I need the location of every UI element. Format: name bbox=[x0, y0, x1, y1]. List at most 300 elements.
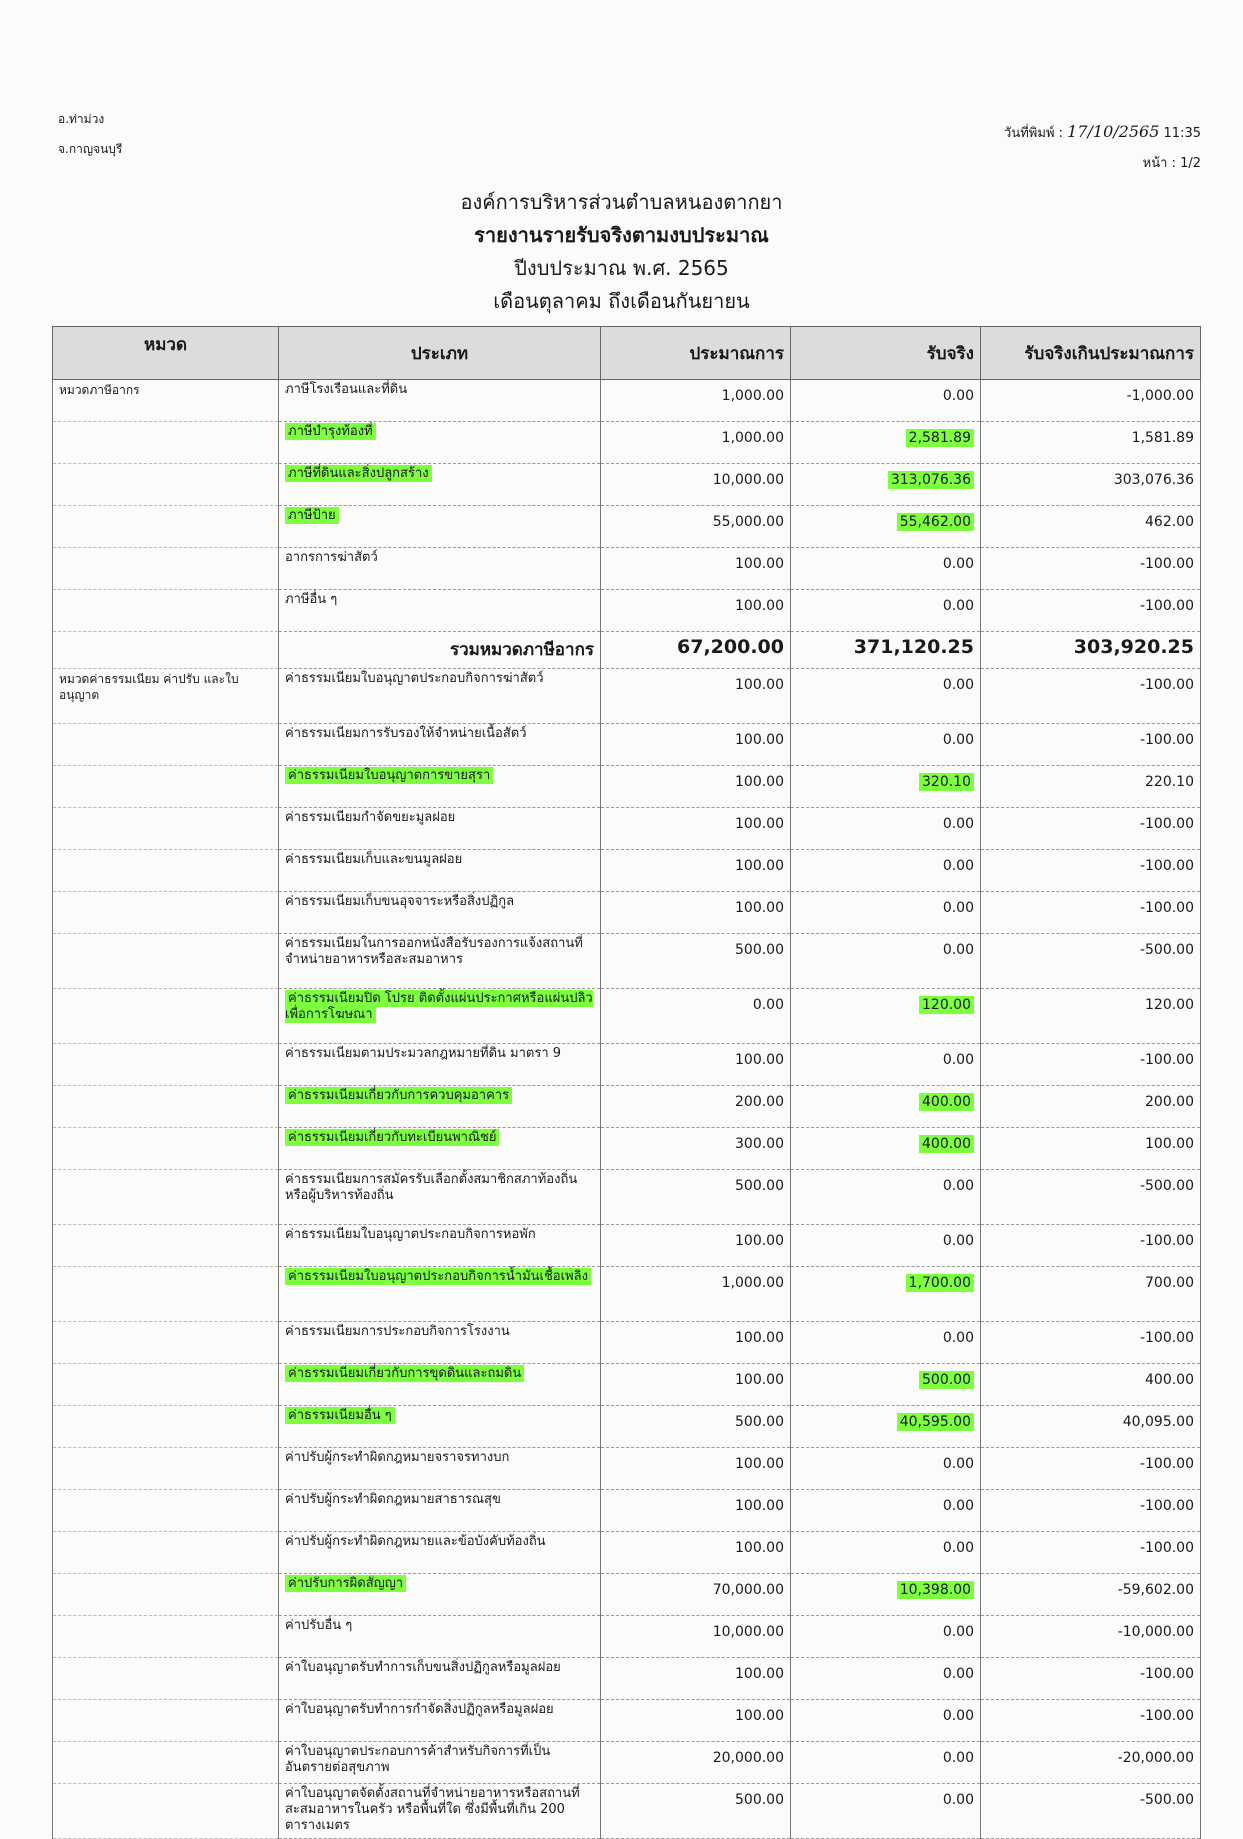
over-cell-text: 462.00 bbox=[1145, 514, 1194, 530]
category-cell bbox=[53, 380, 279, 422]
over-cell-text: 303,920.25 bbox=[1073, 636, 1194, 658]
actual-cell-text: 0.00 bbox=[942, 732, 974, 748]
actual-cell bbox=[791, 548, 981, 590]
budget-cell-text: 100.00 bbox=[735, 732, 784, 748]
type-cell bbox=[279, 1742, 601, 1784]
over-cell-text: -100.00 bbox=[1139, 900, 1194, 916]
category-cell bbox=[53, 632, 279, 669]
actual-cell bbox=[791, 1267, 981, 1322]
col-header-actual: รับจริง bbox=[791, 327, 981, 380]
type-cell-text: ค่าปรับอื่น ๆ bbox=[285, 1618, 353, 1633]
col-header-over: รับจริงเกินประมาณการ bbox=[981, 327, 1201, 380]
actual-cell bbox=[791, 1225, 981, 1267]
table-row bbox=[53, 1364, 1201, 1406]
actual-cell-text: 371,120.25 bbox=[853, 636, 974, 658]
table-row bbox=[53, 1044, 1201, 1086]
budget-cell-text: 300.00 bbox=[735, 1136, 784, 1152]
type-cell bbox=[279, 1267, 601, 1322]
over-cell bbox=[981, 934, 1201, 989]
actual-cell bbox=[791, 590, 981, 632]
actual-cell-text: 0.00 bbox=[942, 1178, 974, 1194]
over-cell bbox=[981, 1170, 1201, 1225]
over-cell-text: 200.00 bbox=[1145, 1094, 1194, 1110]
over-cell bbox=[981, 1044, 1201, 1086]
type-cell bbox=[279, 1784, 601, 1839]
actual-cell bbox=[791, 1322, 981, 1364]
actual-cell-text: 0.00 bbox=[942, 858, 974, 874]
table-row bbox=[53, 1700, 1201, 1742]
over-cell bbox=[981, 1364, 1201, 1406]
type-cell bbox=[279, 1700, 601, 1742]
budget-cell-text: 100.00 bbox=[735, 1666, 784, 1682]
over-cell bbox=[981, 1086, 1201, 1128]
over-cell bbox=[981, 1574, 1201, 1616]
budget-cell-text: 100.00 bbox=[735, 1233, 784, 1249]
over-cell-text: -100.00 bbox=[1139, 1498, 1194, 1514]
over-cell bbox=[981, 850, 1201, 892]
actual-cell-text: 40,595.00 bbox=[897, 1413, 974, 1431]
actual-cell-text: 0.00 bbox=[942, 1052, 974, 1068]
actual-cell-text: 0.00 bbox=[942, 900, 974, 916]
type-cell bbox=[279, 724, 601, 766]
type-cell bbox=[279, 766, 601, 808]
category-cell bbox=[53, 1322, 279, 1364]
col-header-category: หมวด bbox=[53, 327, 279, 380]
budget-cell bbox=[601, 548, 791, 590]
type-cell-text: ค่าธรรมเนียมเก็บขนอุจจาระหรือสิ่งปฏิกูล bbox=[285, 894, 515, 909]
total-label-text: รวมหมวดภาษีอากร bbox=[449, 640, 594, 660]
total-row bbox=[53, 632, 1201, 669]
category-cell bbox=[53, 850, 279, 892]
actual-cell bbox=[791, 1044, 981, 1086]
budget-cell-text: 10,000.00 bbox=[712, 1624, 784, 1640]
type-cell-text: ค่าธรรมเนียมเกี่ยวกับการขุดดินและถมดิน bbox=[285, 1365, 524, 1382]
table-row bbox=[53, 1784, 1201, 1839]
type-cell bbox=[279, 1658, 601, 1700]
table-row bbox=[53, 1616, 1201, 1658]
budget-cell-text: 1,000.00 bbox=[721, 388, 784, 404]
over-cell-text: 700.00 bbox=[1145, 1275, 1194, 1291]
type-cell bbox=[279, 808, 601, 850]
budget-cell-text: 100.00 bbox=[735, 900, 784, 916]
category-cell bbox=[53, 1574, 279, 1616]
budget-cell bbox=[601, 669, 791, 724]
type-cell bbox=[279, 380, 601, 422]
actual-cell-text: 0.00 bbox=[942, 598, 974, 614]
period: เดือนตุลาคม ถึงเดือนกันยายน bbox=[493, 289, 750, 313]
actual-cell-text: 0.00 bbox=[942, 556, 974, 572]
table-row bbox=[53, 422, 1201, 464]
type-cell bbox=[279, 1532, 601, 1574]
report-title: รายงานรายรับจริงตามงบประมาณ bbox=[474, 223, 769, 247]
over-cell-text: -100.00 bbox=[1139, 858, 1194, 874]
over-cell-text: -100.00 bbox=[1139, 732, 1194, 748]
budget-cell-text: 20,000.00 bbox=[712, 1750, 784, 1766]
table-row bbox=[53, 548, 1201, 590]
budget-cell-text: 67,200.00 bbox=[677, 636, 784, 658]
type-cell bbox=[279, 989, 601, 1044]
over-cell bbox=[981, 1532, 1201, 1574]
type-cell bbox=[279, 669, 601, 724]
category-cell bbox=[53, 1658, 279, 1700]
fiscal-year: ปีงบประมาณ พ.ศ. 2565 bbox=[514, 256, 729, 280]
over-cell-text: -100.00 bbox=[1139, 598, 1194, 614]
type-cell-text: ค่าธรรมเนียมการสมัครรับเลือกตั้งสมาชิกสภาท้องถิ่นหรือผู้บริหารท้องถิ่น bbox=[285, 1172, 578, 1203]
type-cell-text: ค่าปรับผู้กระทำผิดกฎหมายและข้อบังคับท้องถิ่น bbox=[285, 1534, 546, 1549]
type-cell bbox=[279, 1364, 601, 1406]
actual-cell-text: 0.00 bbox=[942, 1233, 974, 1249]
budget-cell-text: 70,000.00 bbox=[712, 1582, 784, 1598]
table-row bbox=[53, 934, 1201, 989]
type-cell-text: ค่าธรรมเนียมใบอนุญาตประกอบกิจการฆ่าสัตว์ bbox=[285, 671, 544, 686]
budget-cell-text: 100.00 bbox=[735, 556, 784, 572]
actual-cell-text: 0.00 bbox=[942, 677, 974, 693]
budget-cell-text: 500.00 bbox=[735, 942, 784, 958]
budget-cell bbox=[601, 1406, 791, 1448]
table-row bbox=[53, 1742, 1201, 1784]
over-cell-text: -100.00 bbox=[1139, 1052, 1194, 1068]
budget-cell bbox=[601, 989, 791, 1044]
type-cell-text: ค่าธรรมเนียมเก็บและขนมูลฝอย bbox=[285, 852, 463, 867]
print-info bbox=[1004, 122, 1201, 143]
budget-cell-text: 100.00 bbox=[735, 1330, 784, 1346]
over-cell bbox=[981, 506, 1201, 548]
over-cell bbox=[981, 1406, 1201, 1448]
budget-cell bbox=[601, 1742, 791, 1784]
type-cell-text: ค่าธรรมเนียมในการออกหนังสือรับรองการแจ้งสถานที่จำหน่ายอาหารหรือสะสมอาหาร bbox=[285, 936, 583, 967]
type-cell bbox=[279, 1170, 601, 1225]
type-cell-text: ค่าธรรมเนียมอื่น ๆ bbox=[285, 1407, 395, 1424]
type-cell bbox=[279, 892, 601, 934]
type-cell bbox=[279, 590, 601, 632]
over-cell-text: 40,095.00 bbox=[1122, 1414, 1194, 1430]
actual-cell-text: 2,581.89 bbox=[906, 429, 974, 447]
category-cell bbox=[53, 1616, 279, 1658]
budget-cell bbox=[601, 1364, 791, 1406]
category-cell bbox=[53, 766, 279, 808]
actual-cell-text: 0.00 bbox=[942, 1750, 974, 1766]
category-cell bbox=[53, 1784, 279, 1839]
actual-cell-text: 0.00 bbox=[942, 942, 974, 958]
actual-cell-text: 1,700.00 bbox=[906, 1274, 974, 1292]
actual-cell bbox=[791, 808, 981, 850]
actual-cell-text: 10,398.00 bbox=[897, 1581, 974, 1599]
over-cell bbox=[981, 1322, 1201, 1364]
budget-cell bbox=[601, 422, 791, 464]
budget-cell-text: 500.00 bbox=[735, 1178, 784, 1194]
over-cell-text: -500.00 bbox=[1139, 1792, 1194, 1808]
actual-cell bbox=[791, 422, 981, 464]
table-body bbox=[53, 380, 1201, 1839]
budget-cell-text: 0.00 bbox=[752, 997, 784, 1013]
over-cell bbox=[981, 1616, 1201, 1658]
actual-cell bbox=[791, 766, 981, 808]
type-cell bbox=[279, 1406, 601, 1448]
page-number: หน้า : 1/2 bbox=[1142, 156, 1201, 171]
budget-cell bbox=[601, 766, 791, 808]
budget-cell bbox=[601, 1322, 791, 1364]
over-cell-text: -500.00 bbox=[1139, 942, 1194, 958]
type-cell-text: ค่าใบอนุญาตรับทำการเก็บขนสิ่งปฏิกูลหรือมูลฝอย bbox=[285, 1660, 561, 1675]
category-cell bbox=[53, 1044, 279, 1086]
category-cell bbox=[53, 669, 279, 724]
type-cell-text: ค่าธรรมเนียมใบอนุญาตประกอบกิจการหอพัก bbox=[285, 1227, 536, 1242]
over-cell bbox=[981, 1128, 1201, 1170]
budget-cell bbox=[601, 464, 791, 506]
budget-cell-text: 200.00 bbox=[735, 1094, 784, 1110]
type-cell-text: ค่าใบอนุญาตประกอบการค้าสำหรับกิจการที่เป็นอันตรายต่อสุขภาพ bbox=[285, 1744, 551, 1775]
type-cell-text: ค่าธรรมเนียมการรับรองให้จำหน่ายเนื้อสัตว์ bbox=[285, 726, 527, 741]
budget-cell bbox=[601, 1086, 791, 1128]
over-cell-text: -100.00 bbox=[1139, 816, 1194, 832]
category-cell bbox=[53, 1490, 279, 1532]
table-row bbox=[53, 380, 1201, 422]
table-row bbox=[53, 1170, 1201, 1225]
table-header-row bbox=[53, 327, 1201, 380]
over-cell-text: -100.00 bbox=[1139, 1233, 1194, 1249]
type-cell-text: ค่าใบอนุญาตจัดตั้งสถานที่จำหน่ายอาหารหรือสถานที่สะสมอาหารในครัว หรือพื้นที่ใด ซึ่งมีพื้นที่เกิน 200 ตารางเมตร bbox=[285, 1786, 580, 1833]
category-cell bbox=[53, 464, 279, 506]
over-cell bbox=[981, 1267, 1201, 1322]
budget-cell bbox=[601, 1170, 791, 1225]
category-cell bbox=[53, 1448, 279, 1490]
over-cell-text: 220.10 bbox=[1145, 774, 1194, 790]
actual-cell-text: 400.00 bbox=[919, 1093, 974, 1111]
actual-cell-text: 0.00 bbox=[942, 1666, 974, 1682]
col-header-budget: ประมาณการ bbox=[601, 327, 791, 380]
budget-cell-text: 1,000.00 bbox=[721, 430, 784, 446]
over-cell bbox=[981, 724, 1201, 766]
print-time: 11:35 bbox=[1163, 126, 1201, 141]
actual-cell bbox=[791, 892, 981, 934]
budget-cell bbox=[601, 1658, 791, 1700]
over-cell bbox=[981, 989, 1201, 1044]
over-cell-text: -100.00 bbox=[1139, 1330, 1194, 1346]
budget-cell-text: 100.00 bbox=[735, 598, 784, 614]
actual-cell bbox=[791, 1086, 981, 1128]
budget-cell bbox=[601, 1532, 791, 1574]
print-date-label: วันที่พิมพ์ : bbox=[1004, 126, 1064, 141]
actual-cell bbox=[791, 934, 981, 989]
type-cell bbox=[279, 850, 601, 892]
type-cell-text: ค่าธรรมเนียมตามประมวลกฎหมายที่ดิน มาตรา 9 bbox=[285, 1046, 562, 1061]
type-cell-text: อากรการฆ่าสัตว์ bbox=[285, 550, 378, 565]
type-cell-text: ค่าปรับการผิดสัญญา bbox=[285, 1575, 406, 1592]
over-cell bbox=[981, 1658, 1201, 1700]
category-cell-text: หมวดค่าธรรมเนียม ค่าปรับ และใบอนุญาต bbox=[59, 672, 239, 702]
table-row bbox=[53, 989, 1201, 1044]
over-cell-text: 400.00 bbox=[1145, 1372, 1194, 1388]
over-cell bbox=[981, 548, 1201, 590]
table-row bbox=[53, 464, 1201, 506]
budget-cell bbox=[601, 506, 791, 548]
budget-cell-text: 100.00 bbox=[735, 1372, 784, 1388]
actual-cell-text: 500.00 bbox=[919, 1371, 974, 1389]
type-cell-text: ภาษีอื่น ๆ bbox=[285, 592, 338, 607]
type-cell-text: ภาษีที่ดินและสิ่งปลูกสร้าง bbox=[285, 465, 432, 482]
over-cell-text: 120.00 bbox=[1145, 997, 1194, 1013]
budget-cell-text: 1,000.00 bbox=[721, 1275, 784, 1291]
revenue-table bbox=[52, 326, 1201, 1839]
type-cell bbox=[279, 934, 601, 989]
actual-cell-text: 0.00 bbox=[942, 816, 974, 832]
table-row bbox=[53, 1322, 1201, 1364]
category-cell-text: หมวดภาษีอากร bbox=[59, 383, 140, 397]
actual-cell-text: 0.00 bbox=[942, 1624, 974, 1640]
table-row bbox=[53, 1225, 1201, 1267]
over-cell bbox=[981, 1490, 1201, 1532]
table-row bbox=[53, 669, 1201, 724]
actual-cell bbox=[791, 1742, 981, 1784]
total-label bbox=[279, 632, 601, 669]
actual-cell bbox=[791, 464, 981, 506]
category-cell bbox=[53, 548, 279, 590]
category-cell bbox=[53, 1128, 279, 1170]
over-cell bbox=[981, 766, 1201, 808]
actual-cell bbox=[791, 1700, 981, 1742]
budget-cell bbox=[601, 1490, 791, 1532]
actual-cell-text: 313,076.36 bbox=[888, 471, 974, 489]
budget-cell bbox=[601, 590, 791, 632]
over-cell-text: -10,000.00 bbox=[1117, 1624, 1194, 1640]
budget-cell bbox=[601, 808, 791, 850]
category-cell bbox=[53, 808, 279, 850]
type-cell bbox=[279, 464, 601, 506]
actual-cell-text: 320.10 bbox=[919, 773, 974, 791]
budget-cell bbox=[601, 934, 791, 989]
over-cell bbox=[981, 1225, 1201, 1267]
budget-cell-text: 100.00 bbox=[735, 1456, 784, 1472]
budget-cell-text: 100.00 bbox=[735, 677, 784, 693]
type-cell bbox=[279, 1574, 601, 1616]
over-cell bbox=[981, 422, 1201, 464]
table-row bbox=[53, 1490, 1201, 1532]
actual-cell bbox=[791, 1658, 981, 1700]
table-row bbox=[53, 892, 1201, 934]
over-cell bbox=[981, 892, 1201, 934]
category-cell bbox=[53, 1742, 279, 1784]
type-cell bbox=[279, 506, 601, 548]
actual-cell bbox=[791, 1406, 981, 1448]
actual-cell-text: 0.00 bbox=[942, 1792, 974, 1808]
over-cell-text: -100.00 bbox=[1139, 1708, 1194, 1724]
category-cell bbox=[53, 1086, 279, 1128]
report-titles bbox=[0, 186, 1243, 318]
over-cell bbox=[981, 669, 1201, 724]
budget-cell-text: 100.00 bbox=[735, 858, 784, 874]
budget-cell-text: 100.00 bbox=[735, 1540, 784, 1556]
actual-cell bbox=[791, 1532, 981, 1574]
table-row bbox=[53, 766, 1201, 808]
type-cell-text: ค่าธรรมเนียมใบอนุญาตประกอบกิจการน้ำมันเชื้อเพลิง bbox=[285, 1268, 591, 1285]
table-row bbox=[53, 590, 1201, 632]
table-row bbox=[53, 1267, 1201, 1322]
over-cell bbox=[981, 1784, 1201, 1839]
type-cell bbox=[279, 1322, 601, 1364]
category-cell bbox=[53, 1700, 279, 1742]
over-cell bbox=[981, 632, 1201, 669]
category-cell bbox=[53, 724, 279, 766]
budget-cell bbox=[601, 380, 791, 422]
table-row bbox=[53, 1532, 1201, 1574]
actual-cell bbox=[791, 989, 981, 1044]
category-cell bbox=[53, 1225, 279, 1267]
type-cell bbox=[279, 1225, 601, 1267]
type-cell bbox=[279, 1490, 601, 1532]
actual-cell-text: 120.00 bbox=[919, 996, 974, 1014]
table-row bbox=[53, 724, 1201, 766]
table-row bbox=[53, 1086, 1201, 1128]
type-cell-text: ค่าธรรมเนียมเกี่ยวกับทะเบียนพาณิชย์ bbox=[285, 1129, 499, 1146]
over-cell bbox=[981, 380, 1201, 422]
category-cell bbox=[53, 590, 279, 632]
type-cell-text: ค่าธรรมเนียมการประกอบกิจการโรงงาน bbox=[285, 1324, 510, 1339]
over-cell-text: -1,000.00 bbox=[1126, 388, 1194, 404]
category-cell bbox=[53, 506, 279, 548]
over-cell-text: -100.00 bbox=[1139, 1666, 1194, 1682]
budget-cell bbox=[601, 1128, 791, 1170]
province-label: จ.กาญจนบุรี bbox=[58, 142, 123, 156]
type-cell-text: ค่าธรรมเนียมปิด โปรย ติดตั้งแผ่นประกาศหรือแผ่นปลิว เพื่อการโฆษณา bbox=[285, 991, 593, 1022]
actual-cell-text: 0.00 bbox=[942, 1456, 974, 1472]
type-cell-text: ค่าปรับผู้กระทำผิดกฎหมายจราจรทางบก bbox=[285, 1450, 510, 1465]
actual-cell-text: 400.00 bbox=[919, 1135, 974, 1153]
type-cell bbox=[279, 1448, 601, 1490]
table-row bbox=[53, 850, 1201, 892]
category-cell bbox=[53, 1170, 279, 1225]
actual-cell-text: 0.00 bbox=[942, 1330, 974, 1346]
budget-cell bbox=[601, 1700, 791, 1742]
actual-cell bbox=[791, 506, 981, 548]
table-row bbox=[53, 506, 1201, 548]
print-date: 17/10/2565 bbox=[1067, 122, 1160, 141]
category-cell bbox=[53, 1406, 279, 1448]
budget-cell bbox=[601, 724, 791, 766]
budget-cell bbox=[601, 1616, 791, 1658]
table-row bbox=[53, 1658, 1201, 1700]
budget-cell bbox=[601, 632, 791, 669]
actual-cell bbox=[791, 724, 981, 766]
budget-cell bbox=[601, 892, 791, 934]
type-cell bbox=[279, 422, 601, 464]
over-cell bbox=[981, 1742, 1201, 1784]
type-cell bbox=[279, 1044, 601, 1086]
category-cell bbox=[53, 934, 279, 989]
col-header-type: ประเภท bbox=[279, 327, 601, 380]
org-title: องค์การบริหารส่วนตำบลหนองตากยา bbox=[460, 190, 783, 214]
type-cell-text: ค่าใบอนุญาตรับทำการกำจัดสิ่งปฏิกูลหรือมูลฝอย bbox=[285, 1702, 554, 1717]
budget-cell-text: 100.00 bbox=[735, 1052, 784, 1068]
actual-cell bbox=[791, 669, 981, 724]
type-cell-text: ภาษีบำรุงท้องที่ bbox=[285, 423, 376, 440]
actual-cell bbox=[791, 850, 981, 892]
category-cell bbox=[53, 892, 279, 934]
actual-cell bbox=[791, 1170, 981, 1225]
actual-cell bbox=[791, 1490, 981, 1532]
district-label: อ.ท่าม่วง bbox=[58, 112, 105, 126]
type-cell-text: ภาษีโรงเรือนและที่ดิน bbox=[285, 382, 408, 397]
actual-cell-text: 0.00 bbox=[942, 1540, 974, 1556]
type-cell-text: ภาษีป้าย bbox=[285, 507, 339, 524]
actual-cell-text: 0.00 bbox=[942, 1498, 974, 1514]
budget-cell bbox=[601, 1448, 791, 1490]
category-cell bbox=[53, 1532, 279, 1574]
budget-cell-text: 100.00 bbox=[735, 774, 784, 790]
over-cell-text: -59,602.00 bbox=[1117, 1582, 1194, 1598]
over-cell-text: -100.00 bbox=[1139, 1540, 1194, 1556]
budget-cell-text: 500.00 bbox=[735, 1792, 784, 1808]
table-row bbox=[53, 1406, 1201, 1448]
